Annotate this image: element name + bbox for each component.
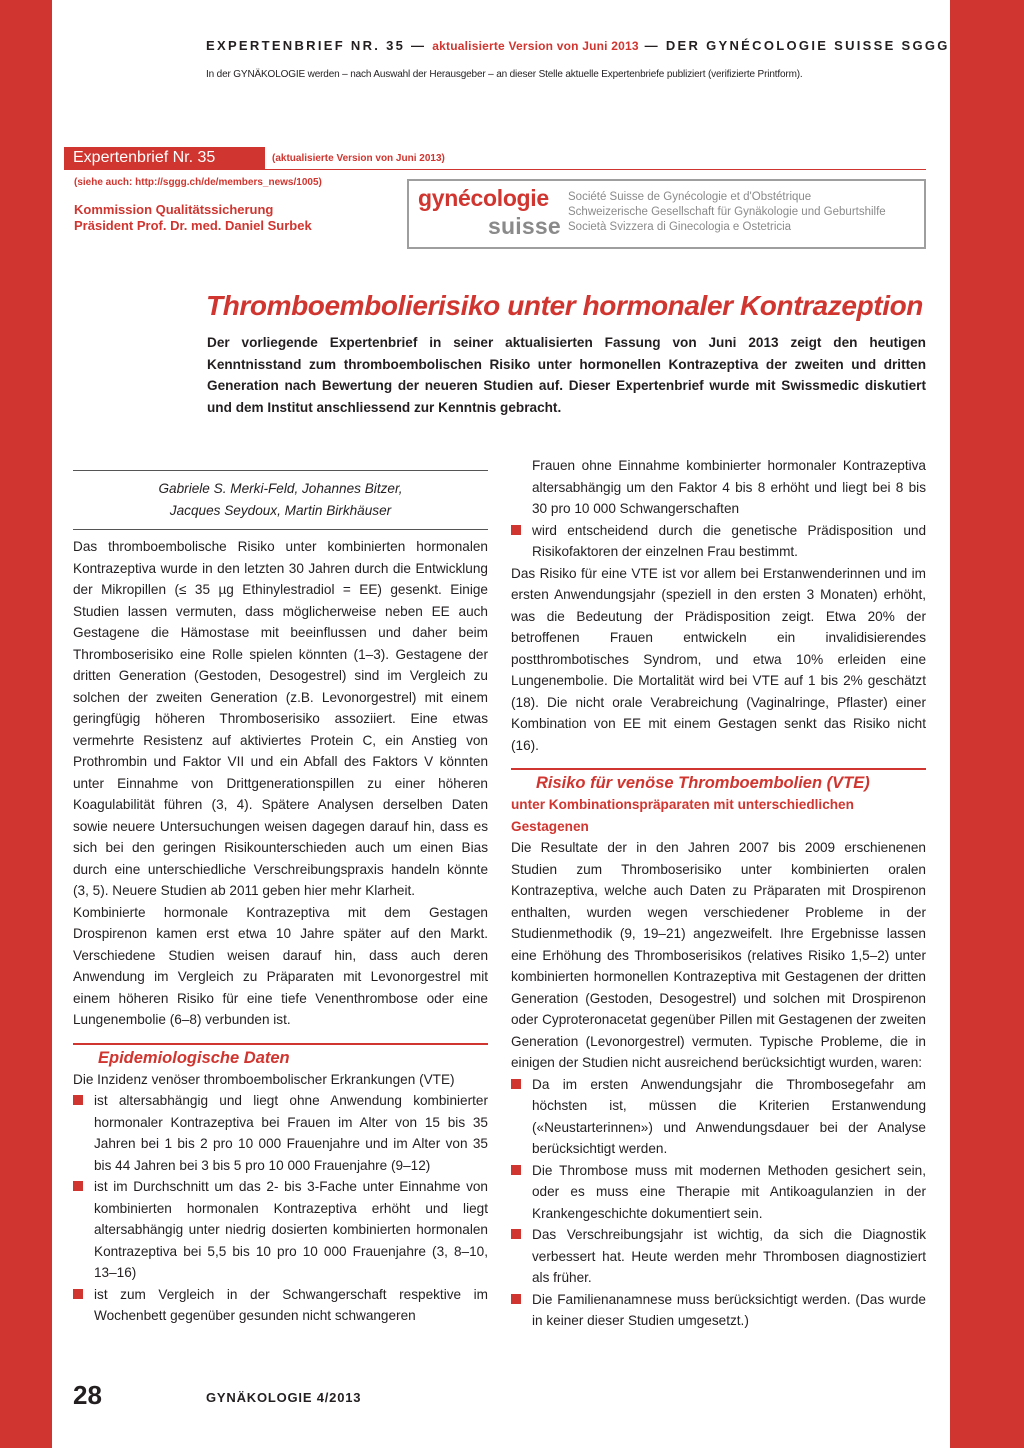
list-item-text: Die Thrombose muss mit modernen Methoden gesichert sein, oder es muss eine Therapie mit Antikoagulanzien in der Krankengeschichte dokumentiert sein. [532, 1162, 926, 1221]
square-bullet-icon [511, 1294, 521, 1304]
square-bullet-icon [73, 1095, 83, 1105]
epi-bullet-list-continued [511, 520, 926, 563]
running-subline: In der GYNÄKOLOGIE werden – nach Auswahl der Herausgeber – an dieser Stelle aktuelle Expertenbriefe publiziert (verifizierte Printform). [206, 69, 803, 80]
list-item [73, 1284, 488, 1327]
list-item-text: wird entscheidend durch die genetische Prädisposition und Risikofaktoren der einzelnen Frau bestimmt. [532, 522, 926, 559]
square-bullet-icon [511, 1229, 521, 1239]
article-title: Thromboembolierisiko unter hormonaler Kontrazeption [206, 290, 923, 321]
running-head-update: aktualisierte Version von Juni 2013 [432, 39, 639, 53]
authors-line-1: Gabriele S. Merki-Feld, Johannes Bitzer, [158, 481, 403, 496]
list-item [511, 1160, 926, 1225]
expertenbrief-rule [64, 169, 926, 170]
running-head [206, 38, 950, 53]
square-bullet-icon [511, 1079, 521, 1089]
subheading-kombinationspraeparate: unter Kombinationspräparaten mit unterschiedlichen Gestagenen [511, 797, 854, 834]
square-bullet-icon [73, 1289, 83, 1299]
commission-president: Präsident Prof. Dr. med. Daniel Surbek [74, 218, 312, 233]
vte-bullet-list [511, 1074, 926, 1332]
list-item [73, 1176, 488, 1284]
logo-line-de: Schweizerische Gesellschaft für Gynäkologie und Geburtshilfe [568, 206, 886, 218]
expertenbrief-label: Expertenbrief Nr. 35 [64, 147, 265, 169]
column-left [73, 470, 488, 1327]
list-item [511, 520, 926, 563]
running-head-right: — DER GYNÉCOLOGIE SUISSE SGGG [644, 38, 950, 53]
section-rule-vte [511, 768, 926, 770]
expertenbrief-update-note: (aktualisierte Version von Juni 2013) [272, 153, 445, 164]
list-item-text: ist zum Vergleich in der Schwangerschaft respektive im Wochenbett gegenüber gesunden nicht schwangeren [94, 1286, 488, 1323]
heading-risiko-vte: Risiko für venöse Thromboembolien (VTE) [536, 774, 870, 792]
logo-line-fr: Société Suisse de Gynécologie et d'Obstétrique [568, 191, 812, 203]
square-bullet-icon [511, 1165, 521, 1175]
logo-line-it: Società Svizzera di Ginecologia e Ostetricia [568, 221, 792, 233]
right-red-margin [950, 0, 1024, 1448]
running-head-left: EXPERTENBRIEF NR. 35 — [206, 38, 427, 53]
list-item-text: Das Verschreibungsjahr ist wichtig, da sich die Diagnostik verbessert hat. Heute werden mehr Thrombosen diagnostiziert als früher. [532, 1227, 926, 1285]
epi-paragraph: Das Risiko für eine VTE ist vor allem bei Erstanwenderinnen und im ersten Anwendungsjahr (speziell in den ersten 3 Monaten) erhöht, was die Bedeutung der Prädisposition zeigt. Etwa 20% der betroffenen Frauen entwickeln ein invalidisierendes postthrombotisches Syndrom, und etwa 10% erleiden eine Lungenembolie. Die Mortalität wird bei VTE auf 1 bis 2% geschätzt (18). Die nicht orale Verabreichung (Vaginalringe, Pflaster) einer Kombination von EE mit einem Gestagen senkt das Risiko nicht (16). [511, 565, 926, 753]
square-bullet-icon [511, 525, 521, 535]
article-lead: Der vorliegende Expertenbrief in seiner aktualisierten Fassung von Juni 2013 zeigt den heutigen Kenntnisstand zum thromboembolischen Risiko unter hormonellen Kontrazeptiva der zweiten und dritten Generation nach Bewertung der neueren Studien auf. Dieser Expertenbrief wurde mit Swissmedic diskutiert und dem Institut anschliessend zur Kenntnis gebracht. [207, 335, 926, 415]
intro-paragraph-1: Das thromboembolische Risiko unter kombinierten hormonalen Kontrazeptiva wurde in den letzten 30 Jahren durch die Entwicklung der Mikropillen (≤ 35 µg Ethinylestradiol = EE) gesenkt. Einige Studien lassen vermuten, dass möglicherweise neben EE auch Gestagene die Hämostase mit beeinflussen und daher beim Thromboserisiko eine Rolle spielen könnten (1–3). Gestagene der dritten Generation (Gestoden, Desogestrel) sind im Vergleich zu solchen der zweiten Generation (z.B. Levonorgestrel) mit einem geringfügig höheren Thromboserisiko assoziiert. Eine etwas vermehrte Resistenz auf aktiviertes Protein C, ein Anstieg von Prothrombin und Faktor VII und ein Abfall des Faktors V könnten unter Einnahme von Drittgenerationspillen zu einer höheren Koagulabilität führen (3, 4). Spätere Analysen derselben Daten sowie neuere Untersuchungen weisen dagegen darauf hin, dass es sich bei den geringen Risikounterschieden auch um einen Bias durch eine unterschiedliche Verschreibungspraxis handeln könnte (3, 5). Neuere Studien ab 2011 geben hier mehr Klarheit. [73, 539, 488, 898]
epi-bullet-list [73, 1090, 488, 1327]
logo-society-names [568, 190, 886, 235]
logo-gynecologie: gynécologie [418, 185, 549, 211]
section-rule-epi [73, 1043, 488, 1045]
list-item-text: Die Familienanamnese muss berücksichtigt werden. (Das wurde in keiner dieser Studien umgesetzt.) [532, 1291, 926, 1328]
list-item-text: ist altersabhängig und liegt ohne Anwendung kombinierter hormonaler Kontrazeptiva bei Frauen im Alter von 15 bis 35 Jahren bei 1 bis 2 pro 10 000 Frauenjahre und im Alter von 35 bis 44 Jahren bei 3 bis 5 pro 10 000 Frauenjahre (9–12) [94, 1093, 488, 1173]
authors-rule-bottom [73, 529, 488, 530]
vte-paragraph: Die Resultate der in den Jahren 2007 bis 2009 erschienenen Studien zum Thromboserisiko unter kombinierten oralen Kontrazeptiva, welche auch Daten zu Präparaten mit Drospirenon enthalten, wurden wegen verschiedener Probleme in der Studienmethodik (9, 19–21) angezweifelt. Ihre Ergebnisse lassen eine Erhöhung des Thromboserisikos (relatives Risiko 1,5–2) unter kombinierten hormonellen Kontrazeptiva mit Gestagenen der dritten Generation (Gestoden, Desogestrel) und solchen mit Drospirenon oder Cyproteronacetat gegenüber Pillen mit Gestagenen der zweiten Generation (Levonorgestrel) vermuten. Typische Probleme, die in einigen der Studien nicht ausreichend berücksichtigt wurden, waren: [511, 840, 926, 1070]
list-item-text: ist im Durchschnitt um das 2- bis 3-Fache unter Einnahme von kombinierten hormonalen Kontrazeptiva erhöht und liegt altersabhängig unter niedrig dosierten kombinierten hormonalen Kontrazeptiva bei 5,5 bis 10 pro 10 000 Frauenjahre (3, 8–10, 13–16) [94, 1179, 488, 1280]
list-item-text: Da im ersten Anwendungsjahr die Thrombosegefahr am höchsten ist, müssen die Kriterien Erstanwendung («Neustarterinnen») und Anwendungsdauer bei der Analyse berücksichtigt werden. [532, 1076, 926, 1156]
journal-footer: GYNÄKOLOGIE 4/2013 [206, 1390, 362, 1405]
see-also-link[interactable]: (siehe auch: http://sggg.ch/de/members_news/1005) [74, 177, 322, 188]
sggg-logo [407, 179, 926, 249]
authors-rule [73, 470, 488, 471]
list-item [511, 1074, 926, 1160]
list-item [511, 1289, 926, 1332]
heading-epidemiologische-daten: Epidemiologische Daten [98, 1048, 290, 1067]
page-number: 28 [73, 1380, 102, 1410]
commission-block [74, 202, 312, 234]
authors-line-2: Jacques Seydoux, Martin Birkhäuser [169, 502, 392, 518]
square-bullet-icon [73, 1181, 83, 1191]
column-right [511, 455, 926, 1332]
epi-intro: Die Inzidenz venöser thromboembolischer Erkrankungen (VTE) [73, 1071, 455, 1087]
intro-paragraph-2: Kombinierte hormonale Kontrazeptiva mit dem Gestagen Drospirenon kamen erst etwa 10 Jahre später auf den Markt. Verschiedene Studien weisen darauf hin, dass auch deren Anwendung im Vergleich zu Präparaten mit Levonorgestrel mit einem höheren Risiko für eine tiefe Venenthrombose oder eine Lungenembolie (6–8) verbunden ist. [73, 904, 488, 1027]
list-item [511, 1224, 926, 1289]
list-item [73, 1090, 488, 1176]
epi-bullet-continuation: Frauen ohne Einnahme kombinierter hormonaler Kontrazeptiva altersabhängig um den Faktor 4 bis 8 erhöht und liegt bei 8 bis 30 pro 10 000 Schwangerschaften [532, 458, 926, 516]
left-red-margin [0, 0, 52, 1448]
commission-name: Kommission Qualitätssicherung [74, 202, 274, 217]
authors [73, 478, 488, 521]
logo-suisse: suisse [488, 213, 561, 239]
